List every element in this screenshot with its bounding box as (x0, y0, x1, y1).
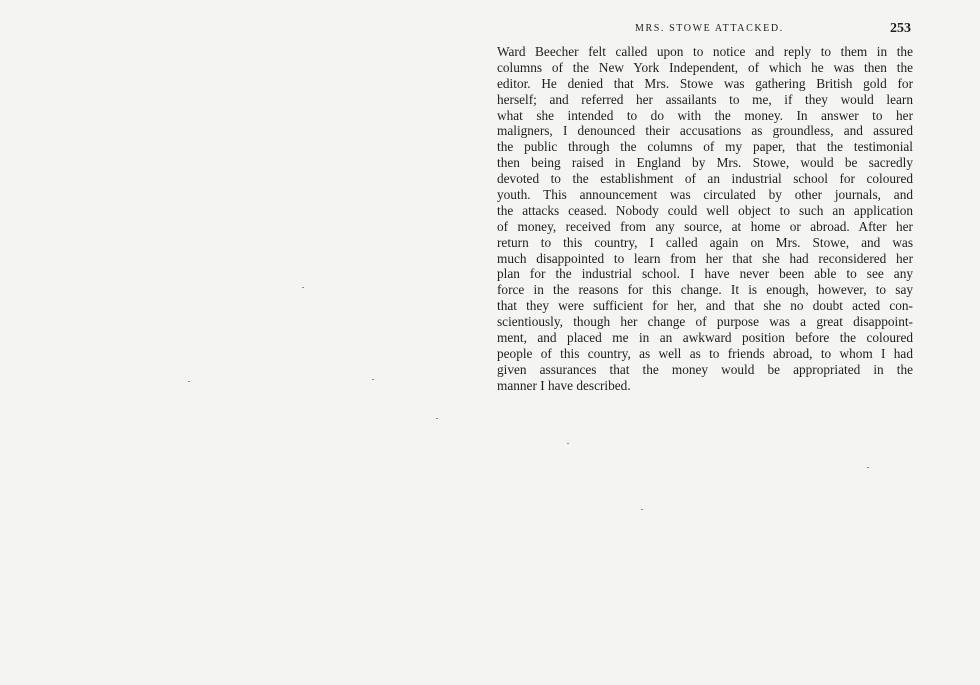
text-line: youth. This announcement was circulated by other journals, and (497, 187, 913, 203)
scan-speck (641, 509, 643, 510)
text-line: maligners, I denounced their accusations as groundless, and assured (497, 123, 913, 139)
text-line: force in the reasons for this change. It is enough, however, to say (497, 282, 913, 298)
text-line: scientiously, though her change of purpose was a great disappoint- (497, 314, 913, 330)
body-text (497, 44, 913, 394)
text-line: editor. He denied that Mrs. Stowe was gathering British gold for (497, 75, 913, 91)
scan-speck (302, 287, 304, 288)
text-line: ment, and placed me in an awkward position before the coloured (497, 330, 913, 346)
text-line: devoted to the establishment of an industrial school for coloured (497, 171, 913, 187)
text-line: plan for the industrial school. I have never been able to see any (497, 266, 913, 282)
text-line: that they were sufficient for her, and that she no doubt acted con- (497, 298, 913, 314)
scan-speck (372, 379, 374, 380)
text-line: the public through the columns of my paper, that the testimonial (497, 139, 913, 155)
scan-speck (567, 443, 569, 444)
text-line: much disappointed to learn from her that she had reconsidered her (497, 250, 913, 266)
text-line: herself; and referred her assailants to me, if they would learn (497, 91, 913, 107)
page-number: 253 (890, 21, 911, 36)
scan-speck (867, 467, 869, 468)
text-line: of money, received from any source, at home or abroad. After her (497, 218, 913, 234)
running-head-title: MRS. STOWE ATTACKED. (635, 23, 784, 34)
text-line: given assurances that the money would be appropriated in the (497, 361, 913, 377)
running-head (497, 21, 913, 41)
scan-speck (188, 381, 190, 382)
text-line: return to this country, I called again on Mrs. Stowe, and was (497, 234, 913, 250)
text-line: Ward Beecher felt called upon to notice and reply to them in the (497, 44, 913, 59)
text-line: people of this country, as well as to friends abroad, to whom I had (497, 345, 913, 361)
text-line: the attacks ceased. Nobody could well object to such an application (497, 202, 913, 218)
text-line: columns of the New York Independent, of which he was then the (497, 59, 913, 75)
text-line: manner I have described. (497, 377, 631, 393)
scan-speck (436, 418, 438, 419)
text-line: what she intended to do with the money. In answer to her (497, 107, 913, 123)
text-line: then being raised in England by Mrs. Stowe, would be sacredly (497, 155, 913, 171)
